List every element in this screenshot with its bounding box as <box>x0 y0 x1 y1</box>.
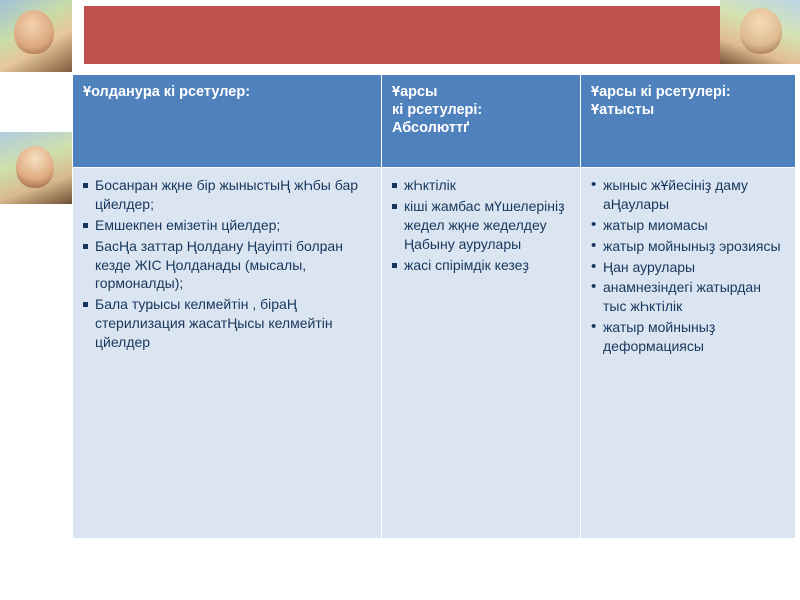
list-item: кіші жамбас мҮшелерініҙ жедел жқне жеделдеу Ңабыну аурулары <box>392 197 570 254</box>
table-header-cell-1 <box>73 75 382 168</box>
list-item: Босанҏан жқне бір жыныстыҢ жҺбы бар цйелдер; <box>83 176 371 214</box>
table-cell-absolute-contraindications <box>382 168 581 539</box>
list-item: • Ңан аурулары <box>591 258 785 277</box>
child-photo-middle-left <box>0 132 72 204</box>
list-item: БасҢа заттар Ңолдану Ңауіпті болҏан кезде ЖІС Ңолданады (мысалы, гормоналды); <box>83 237 371 294</box>
table-header <box>73 75 796 168</box>
table-header-cell-2 <box>382 75 581 168</box>
relative-contraindications-list <box>591 176 785 356</box>
header-3-line-1: Ұарсы кі рсетулері: <box>591 84 731 100</box>
list-item: жҺктілік <box>392 176 570 195</box>
header-2-line-1: Ұарсы <box>392 84 438 100</box>
list-item: Бала туҏысы келмейтін , біраҢ стерилизация жасатҢысы келмейтін цйелдер <box>83 295 371 352</box>
content-table <box>72 74 796 539</box>
list-item: • анамнезіндегі жатырдан тыс жҺктілік <box>591 278 785 316</box>
table-body <box>73 168 796 539</box>
content-table-wrapper <box>72 74 781 539</box>
table-cell-relative-contraindications <box>581 168 796 539</box>
list-item: • жатыр мойныныҙ эрозиясы <box>591 237 785 256</box>
list-item: Емшекпен емізетін цйелдер; <box>83 216 371 235</box>
child-photo-top-left <box>0 0 72 72</box>
header-1-line-1: Ұолдануҏа кі рсетулер: <box>83 84 251 100</box>
child-photo-top-right <box>720 0 800 64</box>
table-header-row <box>73 75 796 168</box>
indications-list <box>83 176 371 352</box>
table-row <box>73 168 796 539</box>
table-cell-indications <box>73 168 382 539</box>
list-item: • жатыр мойныныҙ деформациясы <box>591 318 785 356</box>
absolute-contraindications-list <box>392 176 570 274</box>
table-header-cell-3 <box>581 75 796 168</box>
header-2-line-3: Абсолюттґ <box>392 120 470 137</box>
list-item: • жатыр миомасы <box>591 216 785 235</box>
list-item: жасі спірімдік кезеҙ <box>392 256 570 275</box>
list-item: • жыныс жҰйесініҙ даму аҢаулары <box>591 176 785 214</box>
header-2-line-2: кі рсетулері: <box>392 102 483 119</box>
title-banner <box>84 6 720 64</box>
header-3-line-2: Ұатысты <box>591 102 655 119</box>
